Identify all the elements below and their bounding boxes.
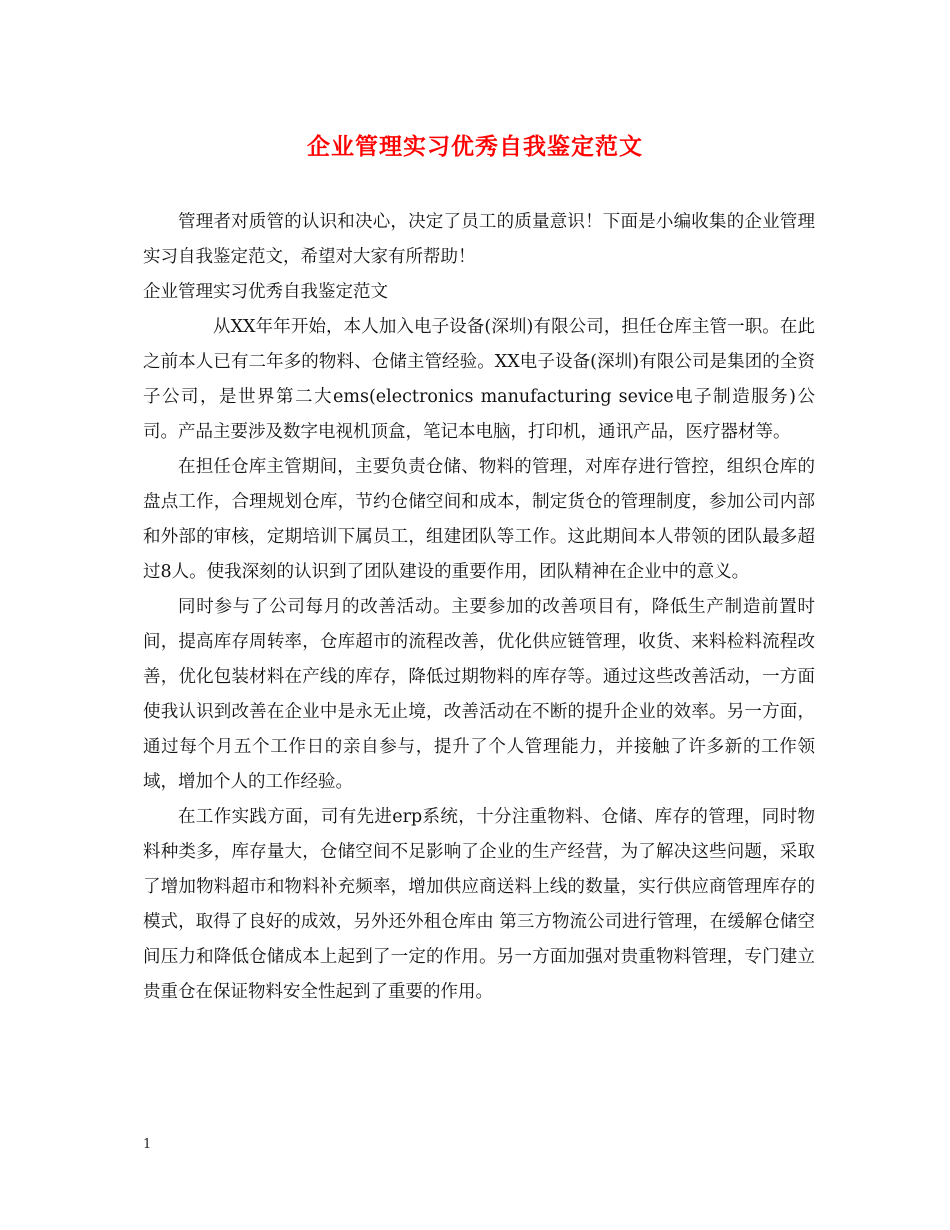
- document-title: 企业管理实习优秀自我鉴定范文: [307, 133, 643, 160]
- document-body: [143, 205, 815, 1010]
- body-paragraph: 在工作实践方面，司有先进erp系统，十分注重物料、仓储、库存的管理，同时物料种类多，库存量大，仓储空间不足影响了企业的生产经营，为了解决这些问题，采取了增加物料超市和物料补充频率，增加供应商送料上线的数量，实行供应商管理库存的模式，取得了良好的成效，另外还外租仓库由 第三方物流公司进行管理，在缓解仓储空间压力和降低仓储成本上起到了一定的作用。另一方面加强对贵重物料管理，专门建立贵重仓在保证物料安全性起到了重要的作用。: [143, 807, 815, 1002]
- body-paragraph: 从XX年年开始，本人加入电子设备(深圳)有限公司，担任仓库主管一职。在此之前本人已有二年多的物料、仓储主管经验。XX电子设备(深圳)有限公司是集团的全资子公司，是世界第二大ems(electronics manufacturing sevice电子制造服务)公司。产品主要涉及数字电视机顶盒，笔记本电脑，打印机，通讯产品，医疗器材等。: [143, 317, 815, 442]
- section-heading: 企业管理实习优秀自我鉴定范文: [143, 282, 388, 302]
- intro-paragraph: 管理者对质管的认识和决心，决定了员工的质量意识！下面是小编收集的企业管理实习自我鉴定范文，希望对大家有所帮助！: [143, 212, 815, 267]
- body-paragraph: 在担任仓库主管期间，主要负责仓储、物料的管理，对库存进行管控，组织仓库的盘点工作，合理规划仓库，节约仓储空间和成本，制定货仓的管理制度，参加公司内部和外部的审核，定期培训下属员工，组建团队等工作。这此期间本人带领的团队最多超过8人。使我深刻的认识到了团队建设的重要作用，团队精神在企业中的意义。: [143, 457, 815, 582]
- page-number: 1: [143, 1137, 152, 1152]
- body-paragraph: 同时参与了公司每月的改善活动。主要参加的改善项目有，降低生产制造前置时间，提高库存周转率，仓库超市的流程改善，优化供应链管理，收货、来料检料流程改善，优化包装材料在产线的库存，降低过期物料的库存等。通过这些改善活动，一方面使我认识到改善在企业中是永无止境，改善活动在不断的提升企业的效率。另一方面，通过每个月五个工作日的亲自参与，提升了个人管理能力，并接触了许多新的工作领域，增加个人的工作经验。: [143, 597, 815, 792]
